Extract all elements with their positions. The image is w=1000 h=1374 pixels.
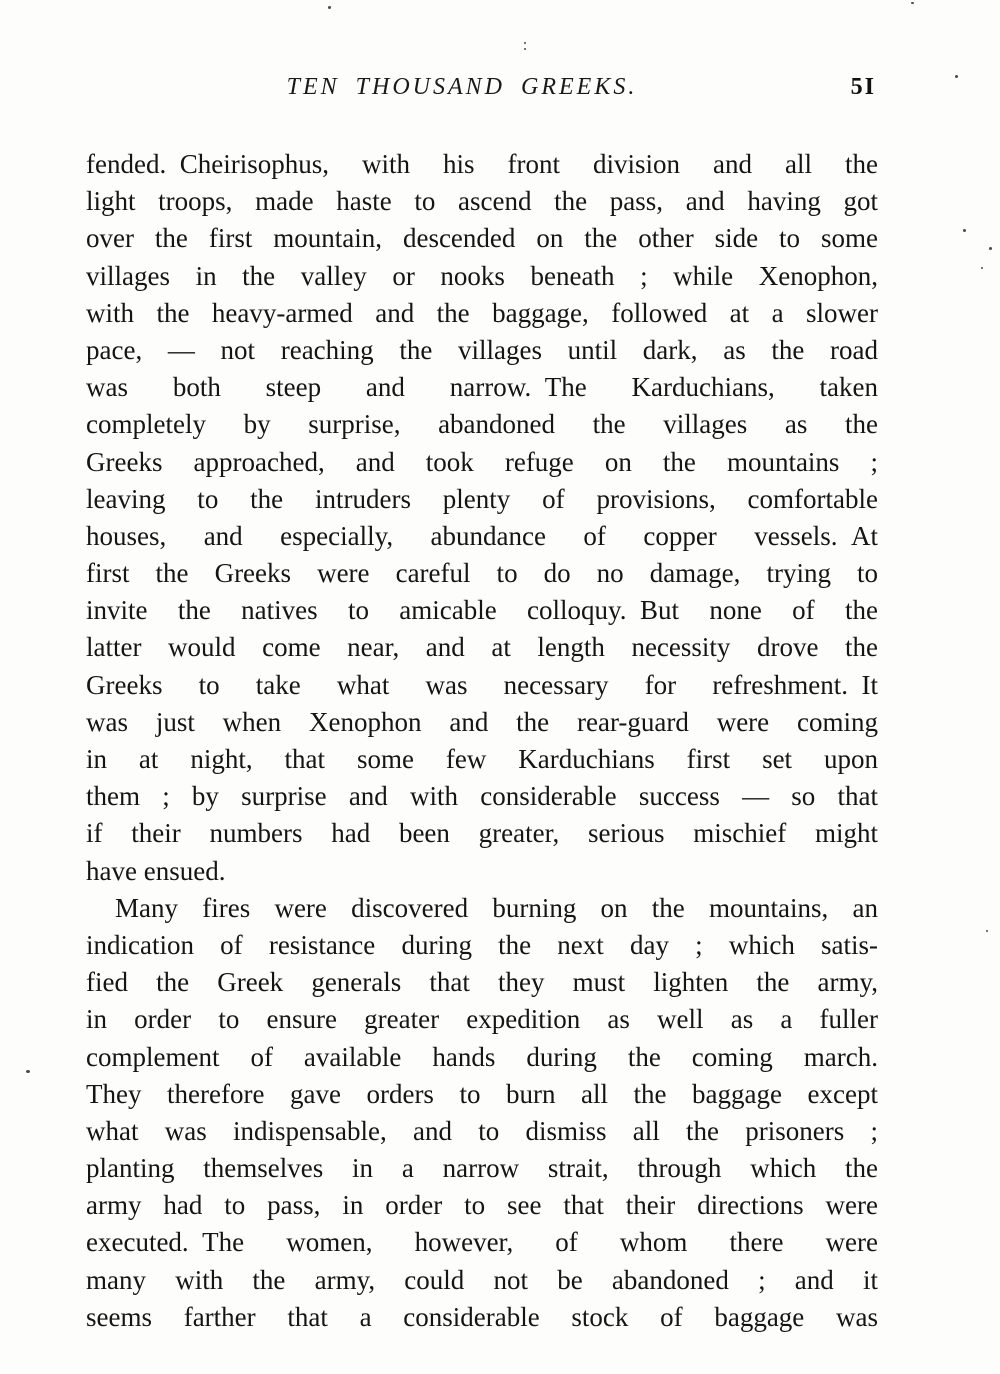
scan-speck xyxy=(911,2,914,4)
text-line: indication of resistance during the next day ; which satis- xyxy=(86,929,878,960)
text-line: Greeks approached, and took refuge on the mountains ; xyxy=(86,446,878,477)
text-line: executed. The women, however, of whom there were xyxy=(86,1227,878,1258)
scan-speck xyxy=(524,42,526,44)
text-line: many with the army, could not be abandoned ; and it xyxy=(86,1264,878,1295)
text-line: Greeks to take what was necessary for refreshment. It xyxy=(86,669,878,700)
text-line: was just when Xenophon and the rear-guard were coming xyxy=(86,706,878,737)
scan-speck xyxy=(963,229,966,232)
text-line: planting themselves in a narrow strait, through which the xyxy=(86,1153,878,1184)
text-line: first the Greeks were careful to do no damage, trying to xyxy=(86,558,878,589)
text-line: houses, and especially, abundance of copper vessels. At xyxy=(86,520,878,551)
text-line: army had to pass, in order to see that their directions were xyxy=(86,1190,878,1221)
text-line: over the first mountain, descended on the other side to some xyxy=(86,223,878,254)
text-line: latter would come near, and at length necessity drove the xyxy=(86,632,878,663)
text-line: if their numbers had been greater, serious mischief might xyxy=(86,818,878,849)
scan-speck xyxy=(989,247,992,250)
text-line: villages in the valley or nooks beneath ; while Xenophon, xyxy=(86,260,878,291)
text-line: with the heavy-armed and the baggage, followed at a slower xyxy=(86,297,878,328)
text-line: complement of available hands during the coming march. xyxy=(86,1041,878,1072)
text-line: fied the Greek generals that they must lighten the army, xyxy=(86,967,878,998)
body-text xyxy=(86,146,878,1336)
text-line: seems farther that a considerable stock of baggage was xyxy=(86,1301,878,1332)
text-line: what was indispensable, and to dismiss all the prisoners ; xyxy=(86,1115,878,1146)
text-line: in at night, that some few Karduchians first set upon xyxy=(86,744,878,774)
paragraph xyxy=(86,146,878,890)
text-line: leaving to the intruders plenty of provisions, comfortable xyxy=(86,483,878,514)
text-line: in order to ensure greater expedition as well as a fuller xyxy=(86,1004,878,1035)
page-number: 5I xyxy=(850,74,876,100)
page-header xyxy=(86,74,878,106)
text-line: They therefore gave orders to burn all the baggage except xyxy=(86,1078,878,1109)
text-line: have ensued. xyxy=(86,855,226,886)
text-line: light troops, made haste to ascend the pass, and having got xyxy=(86,186,878,217)
text-line: was both steep and narrow. The Karduchians, taken xyxy=(86,372,878,403)
scan-speck xyxy=(524,48,526,50)
scan-speck xyxy=(981,267,983,269)
scan-speck xyxy=(955,75,958,78)
scan-speck xyxy=(986,930,988,932)
text-line: them ; by surprise and with considerable success — so that xyxy=(86,781,878,812)
running-title: TEN THOUSAND GREEKS. xyxy=(286,74,638,100)
text-line: fended. Cheirisophus, with his front division and all the xyxy=(86,149,878,179)
scan-speck xyxy=(26,1070,30,1073)
text-line: completely by surprise, abandoned the villages as the xyxy=(86,409,878,440)
text-line: invite the natives to amicable colloquy. But none of the xyxy=(86,595,878,626)
scan-speck xyxy=(328,6,331,9)
paragraph xyxy=(86,890,878,1336)
text-line: Many fires were discovered burning on the mountains, an xyxy=(115,892,878,923)
text-line: pace, — not reaching the villages until dark, as the road xyxy=(86,334,878,365)
